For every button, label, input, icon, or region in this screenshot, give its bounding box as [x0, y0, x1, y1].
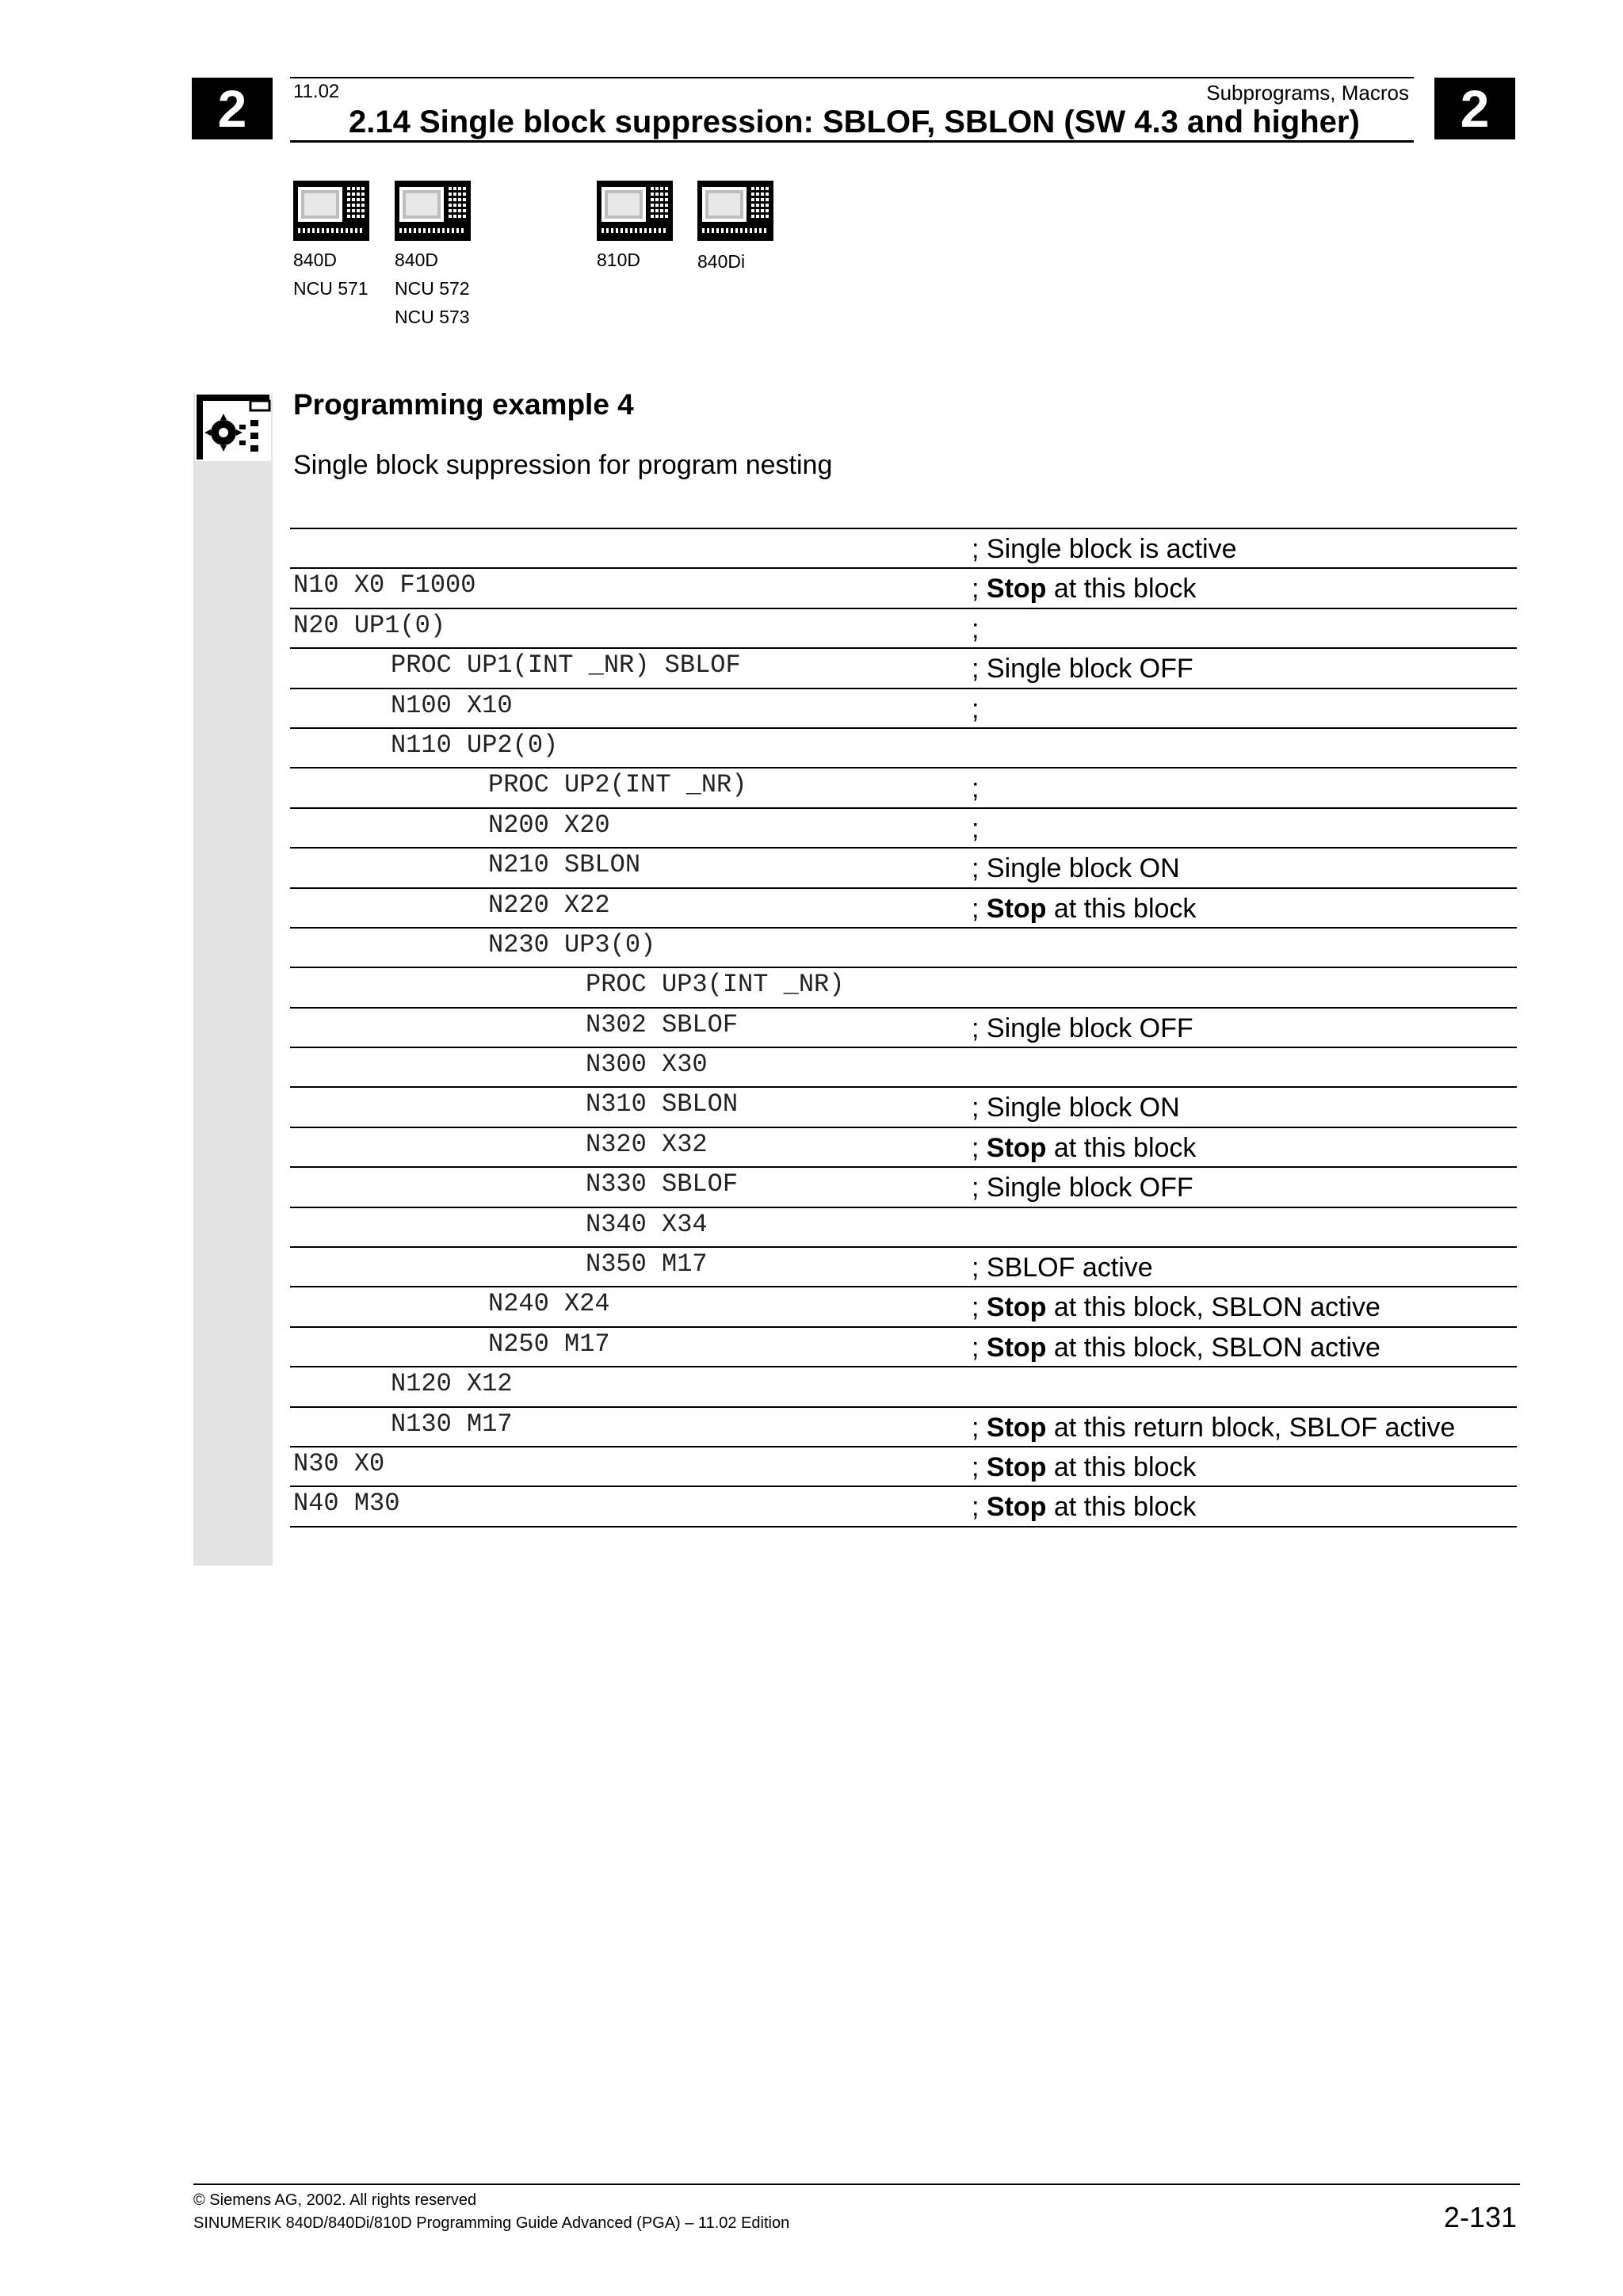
comment-prefix: ;	[972, 1013, 987, 1043]
comment-text: at this block	[1046, 574, 1197, 605]
program-code: N210 SBLON	[488, 850, 641, 880]
chapter-number-badge: 2	[1434, 78, 1515, 139]
comment-emphasis: Stop	[986, 893, 1047, 924]
control-label	[697, 247, 745, 276]
program-comment	[972, 1492, 1196, 1523]
control-panel-icon	[697, 181, 773, 241]
program-row	[290, 1447, 1517, 1487]
header-section: Subprograms, Macros	[1206, 81, 1409, 105]
program-comment	[972, 1173, 1193, 1203]
program-row	[290, 609, 1517, 649]
footer-rule	[193, 2183, 1520, 2185]
program-row	[290, 649, 1517, 688]
comment-text: SBLOF active	[986, 1253, 1153, 1283]
program-code: N320 X32	[586, 1129, 708, 1159]
program-row	[290, 1048, 1517, 1088]
program-comment	[972, 773, 979, 804]
program-comment	[972, 654, 1193, 685]
comment-prefix: ;	[972, 693, 980, 724]
program-row	[290, 1128, 1517, 1168]
comment-prefix: ;	[972, 613, 980, 644]
program-code: N40 M30	[293, 1489, 400, 1519]
comment-text: at this block	[1046, 1492, 1197, 1523]
control-label-line: NCU 571	[293, 278, 369, 299]
page-number: 2-131	[1443, 2201, 1517, 2233]
comment-prefix: ;	[972, 1412, 987, 1443]
program-code: N100 X10	[391, 690, 513, 720]
control-label-line: NCU 573	[395, 307, 470, 327]
program-code: PROC UP1(INT _NR) SBLOF	[391, 650, 741, 681]
comment-text: at this block	[1046, 893, 1197, 924]
comment-text: Single block OFF	[986, 1173, 1193, 1203]
program-code: N330 SBLOF	[586, 1169, 739, 1199]
program-row	[290, 929, 1517, 968]
program-code: N130 M17	[391, 1409, 513, 1439]
program-row	[290, 1487, 1517, 1527]
program-row	[290, 1287, 1517, 1327]
program-row	[290, 1248, 1517, 1287]
control-panel-icon	[395, 181, 471, 241]
comment-text: Single block is active	[986, 534, 1237, 564]
program-comment	[972, 814, 979, 845]
comment-emphasis: Stop	[986, 1132, 1047, 1163]
program-row	[290, 569, 1517, 608]
program-comment	[972, 1452, 1196, 1483]
control-panel-icon	[293, 181, 369, 241]
program-row	[290, 968, 1517, 1008]
program-comment	[972, 1333, 1381, 1363]
comment-prefix: ;	[972, 1292, 987, 1323]
chapter-number-badge: 2	[192, 78, 273, 139]
program-comment	[972, 1133, 1196, 1164]
control-panel-icon	[597, 181, 673, 241]
control-label-line: 840Di	[697, 251, 746, 272]
comment-prefix: ;	[972, 893, 987, 924]
comment-emphasis: Stop	[986, 1412, 1047, 1443]
program-comment	[972, 894, 1196, 925]
program-code: N120 X12	[391, 1369, 513, 1399]
program-code: N300 X30	[586, 1050, 708, 1080]
example-description: Single block suppression for program nesting	[293, 450, 833, 480]
control-label-line: 840D	[293, 250, 337, 270]
program-row	[290, 1367, 1517, 1407]
programming-example-icon	[195, 393, 271, 461]
program-comment	[972, 853, 1180, 884]
program-table	[290, 528, 1517, 1527]
comment-prefix: ;	[972, 654, 987, 685]
program-row	[290, 1088, 1517, 1127]
comment-emphasis: Stop	[986, 1492, 1047, 1523]
comment-prefix: ;	[972, 1451, 987, 1482]
program-comment	[972, 574, 1196, 605]
program-code: N250 M17	[488, 1329, 610, 1359]
program-row	[290, 729, 1517, 769]
program-row	[290, 1328, 1517, 1367]
program-code: N350 M17	[586, 1249, 708, 1280]
program-row	[290, 1408, 1517, 1447]
comment-text: at this block, SBLON active	[1046, 1292, 1381, 1323]
program-code: PROC UP3(INT _NR)	[586, 970, 845, 1000]
program-row	[290, 889, 1517, 929]
program-row	[290, 849, 1517, 888]
program-code: N220 X22	[488, 890, 610, 920]
page-title: 2.14 Single block suppression: SBLOF, SBLON (SW 4.3 and higher)	[349, 105, 1360, 139]
header-rule	[290, 140, 1414, 143]
program-code: PROC UP2(INT _NR)	[488, 770, 747, 800]
program-comment	[972, 1093, 1180, 1123]
header-rule	[290, 77, 1414, 78]
program-comment	[972, 1013, 1193, 1044]
comment-prefix: ;	[972, 1173, 987, 1203]
side-bar	[193, 393, 273, 1566]
comment-prefix: ;	[972, 813, 980, 844]
comment-prefix: ;	[972, 534, 987, 564]
control-label-line: 810D	[597, 250, 640, 270]
program-row	[290, 809, 1517, 849]
program-code: N30 X0	[293, 1448, 385, 1478]
program-row	[290, 769, 1517, 808]
comment-prefix: ;	[972, 853, 987, 884]
program-code: N230 UP3(0)	[488, 929, 656, 959]
comment-prefix: ;	[972, 1132, 987, 1163]
comment-text: at this block	[1046, 1132, 1197, 1163]
comment-text: Single block ON	[986, 853, 1180, 884]
comment-emphasis: Stop	[986, 1332, 1047, 1363]
control-label	[597, 246, 640, 274]
control-label-line: NCU 572	[395, 278, 470, 299]
program-code: N200 X20	[488, 810, 610, 840]
program-row	[290, 529, 1517, 569]
program-code: N110 UP2(0)	[391, 730, 559, 760]
comment-text: at this block, SBLON active	[1046, 1332, 1381, 1363]
program-comment	[972, 1292, 1381, 1323]
example-title: Programming example 4	[293, 388, 634, 421]
comment-prefix: ;	[972, 574, 987, 605]
program-row	[290, 1208, 1517, 1248]
comment-text: Single block OFF	[986, 1013, 1193, 1043]
comment-prefix: ;	[972, 1093, 987, 1123]
header-date: 11.02	[293, 81, 340, 102]
program-row	[290, 689, 1517, 729]
program-comment	[972, 534, 1237, 565]
comment-text: Single block ON	[986, 1093, 1180, 1123]
control-label	[395, 246, 470, 331]
program-comment	[972, 694, 979, 725]
program-code: N20 UP1(0)	[293, 610, 446, 640]
program-comment	[972, 1253, 1153, 1283]
comment-prefix: ;	[972, 1492, 987, 1523]
comment-text: at this return block, SBLOF active	[1046, 1412, 1456, 1443]
program-code: N10 X0 F1000	[293, 570, 476, 601]
control-label-line: 840D	[395, 250, 438, 270]
footer-copyright: © Siemens AG, 2002. All rights reserved	[193, 2191, 477, 2209]
program-code: N240 X24	[488, 1289, 610, 1319]
program-code: N302 SBLOF	[586, 1009, 739, 1039]
program-row	[290, 1168, 1517, 1207]
comment-emphasis: Stop	[986, 1292, 1047, 1323]
control-label	[293, 246, 369, 303]
comment-text: at this block	[1046, 1451, 1197, 1482]
comment-text: Single block OFF	[986, 654, 1193, 685]
program-row	[290, 1009, 1517, 1048]
comment-emphasis: Stop	[986, 1451, 1047, 1482]
comment-emphasis: Stop	[986, 574, 1047, 605]
program-code: N310 SBLON	[586, 1089, 739, 1119]
program-comment	[972, 1413, 1455, 1444]
comment-prefix: ;	[972, 1253, 987, 1283]
program-comment	[972, 614, 979, 645]
program-code: N340 X34	[586, 1209, 708, 1239]
comment-prefix: ;	[972, 1332, 987, 1363]
comment-prefix: ;	[972, 773, 980, 804]
footer-manual-title: SINUMERIK 840D/840Di/810D Programming Guide Advanced (PGA) – 11.02 Edition	[193, 2214, 790, 2232]
